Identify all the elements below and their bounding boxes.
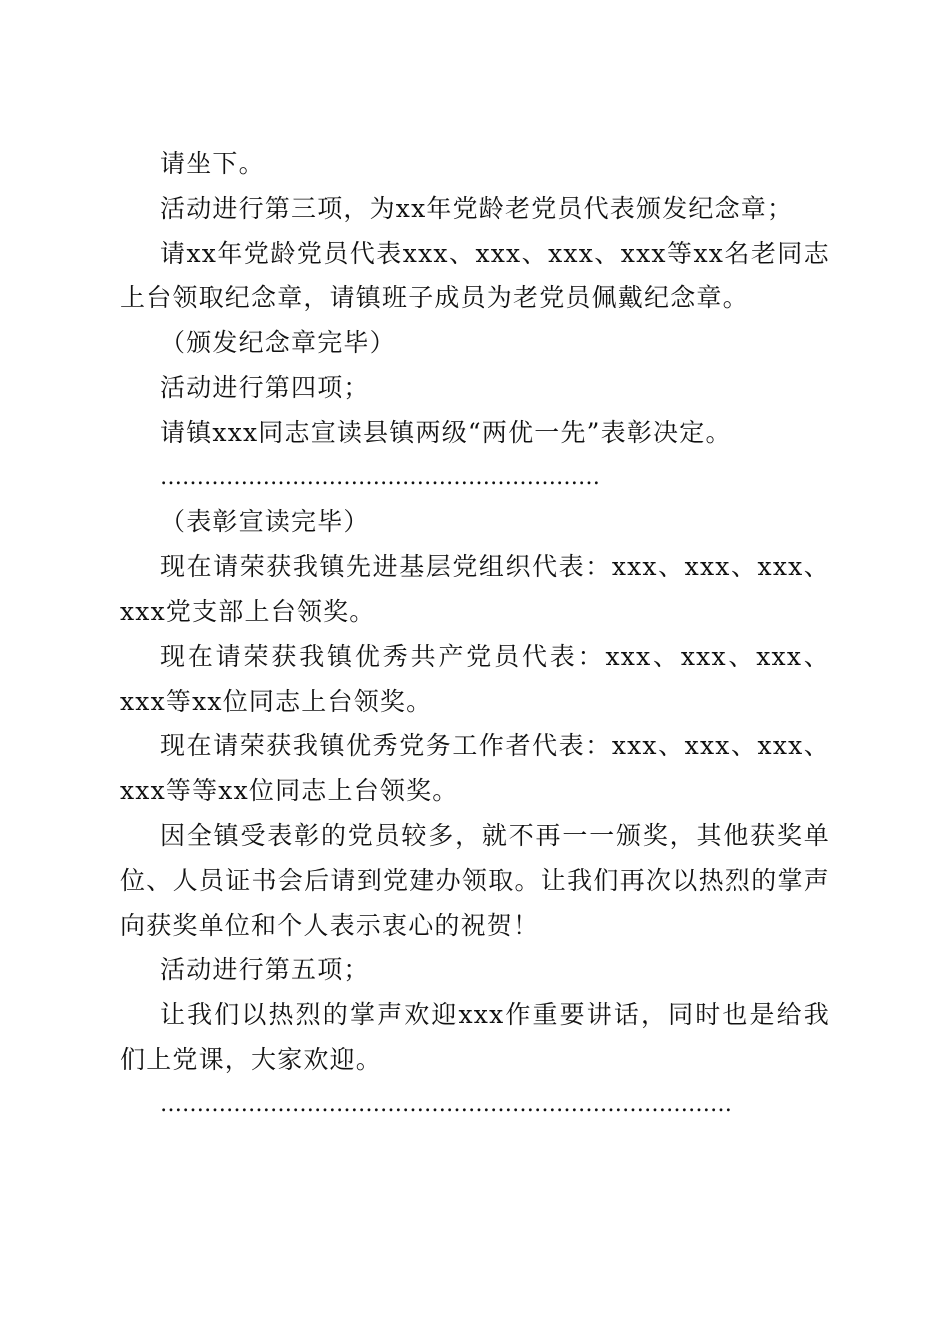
paragraph-item-three: 活动进行第三项，为xx年党龄老党员代表颁发纪念章；	[160, 193, 794, 223]
paragraph-badge-complete: （颁发纪念章完毕）	[160, 328, 396, 358]
paragraph-veteran-members: 请xx年党龄党员代表xxx、xxx、xxx、xxx等xx名老同志上台领取纪念章，请镇班子成员为老党员佩戴纪念章。	[120, 238, 830, 313]
document-body	[120, 142, 830, 1128]
paragraph-certificates: 因全镇受表彰的党员较多，就不再一一颁奖，其他获奖单位、人员证书会后请到党建办领取。让我们再次以热烈的掌声向获奖单位和个人表示衷心的祝贺！	[120, 820, 830, 940]
paragraph-item-five: 活动进行第五项；	[160, 955, 370, 985]
paragraph-excellent-workers: 现在请荣获我镇优秀党务工作者代表：xxx、xxx、xxx、xxx等等xx位同志上台领奖。	[120, 731, 830, 806]
paragraph-excellent-members: 现在请荣获我镇优秀共产党员代表：xxx、xxx、xxx、xxx等xx位同志上台领奖。	[120, 641, 830, 716]
paragraph-advanced-organizations: 现在请荣获我镇先进基层党组织代表：xxx、xxx、xxx、xxx党支部上台领奖。	[120, 552, 830, 626]
paragraph-read-decision: 请镇xxx同志宣读县镇两级“两优一先”表彰决定。	[160, 417, 732, 447]
paragraph-speech: 让我们以热烈的掌声欢迎xxx作重要讲话，同时也是给我们上党课，大家欢迎。	[120, 1000, 830, 1074]
ellipsis-divider: ……………………………………………………	[160, 464, 600, 490]
paragraph-reading-complete: （表彰宣读完毕）	[160, 507, 370, 537]
paragraph-please-sit: 请坐下。	[160, 149, 265, 178]
paragraph-item-four: 活动进行第四项；	[160, 372, 370, 402]
ellipsis-divider-end: ……………………………………………………………………	[160, 1091, 732, 1117]
